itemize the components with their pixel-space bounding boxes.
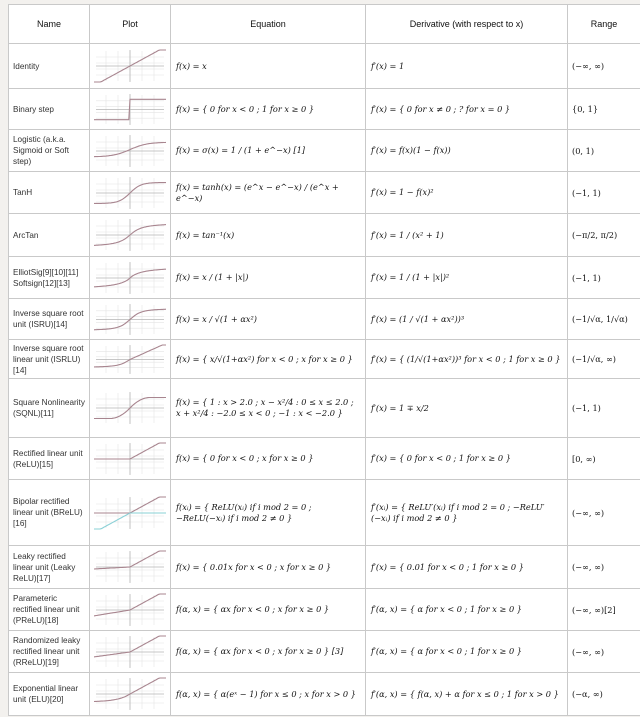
- function-plot: [90, 340, 171, 379]
- function-equation: f(x) = { 0.01x for x < 0 ; x for x ≥ 0 }: [171, 546, 366, 589]
- plot-isrlu-icon: [94, 343, 166, 376]
- function-equation: f(x) = σ(x) = 1 / (1 + e^−x) [1]: [171, 130, 366, 172]
- function-plot: [90, 89, 171, 130]
- function-plot: [90, 631, 171, 673]
- plot-sqnl-icon: [94, 390, 166, 426]
- function-derivative: f′(α, x) = { α for x < 0 ; 1 for x ≥ 0 }: [366, 589, 568, 631]
- table-row: [9, 438, 640, 480]
- function-range: (−∞, ∞)[2]: [568, 589, 640, 631]
- table-row: [9, 379, 640, 438]
- function-equation: f(x) = x / (1 + |x|): [171, 257, 366, 299]
- function-equation: f(x) = { 0 for x < 0 ; x for x ≥ 0 }: [171, 438, 366, 480]
- function-range: (−α, ∞): [568, 673, 640, 716]
- function-derivative: f′(x) = f(x)(1 − f(x)): [366, 130, 568, 172]
- function-range: [0, ∞): [568, 438, 640, 480]
- table-row: [9, 480, 640, 546]
- function-name: Logistic (a.k.a. Sigmoid or Soft step): [9, 130, 90, 172]
- function-derivative: f′(α, x) = { α for x < 0 ; 1 for x ≥ 0 }: [366, 631, 568, 673]
- table-row: [9, 631, 640, 673]
- function-plot: [90, 379, 171, 438]
- function-name: Exponential linear unit (ELU)[20]: [9, 673, 90, 716]
- plot-elu-icon: [94, 676, 166, 712]
- plot-leaky-icon: [94, 549, 166, 585]
- plot-softsign-icon: [94, 260, 166, 296]
- function-range: (−1/√α, ∞): [568, 340, 640, 379]
- function-equation: f(α, x) = { αx for x < 0 ; x for x ≥ 0 } [3]: [171, 631, 366, 673]
- function-name: Inverse square root unit (ISRU)[14]: [9, 299, 90, 340]
- function-derivative: f′(x) = 1 / (1 + |x|)²: [366, 257, 568, 299]
- plot-tanh-icon: [94, 175, 166, 211]
- function-plot: [90, 172, 171, 214]
- function-name: TanH: [9, 172, 90, 214]
- function-range: (−π/2, π/2): [568, 214, 640, 257]
- plot-isru-icon: [94, 302, 166, 337]
- function-name: Square Nonlinearity (SQNL)[11]: [9, 379, 90, 438]
- function-derivative: f′(x) = 1 − f(x)²: [366, 172, 568, 214]
- function-name: Bipolar rectified linear unit (BReLU)[16]: [9, 480, 90, 546]
- function-derivative: f′(x) = 1 ∓ x/2: [366, 379, 568, 438]
- table-row: [9, 44, 640, 89]
- function-derivative: f′(α, x) = { f(α, x) + α for x ≤ 0 ; 1 for x > 0 }: [366, 673, 568, 716]
- function-derivative: f′(xᵢ) = { ReLU′(xᵢ) if i mod 2 = 0 ; −ReLU′(−xᵢ) if i mod 2 ≠ 0 }: [366, 480, 568, 546]
- function-name: Leaky rectified linear unit (Leaky ReLU)[17]: [9, 546, 90, 589]
- function-name: ArcTan: [9, 214, 90, 257]
- function-equation: f(x) = tanh(x) = (e^x − e^−x) / (e^x + e^−x): [171, 172, 366, 214]
- plot-step-icon: [94, 92, 166, 127]
- function-equation: f(xᵢ) = { ReLU(xᵢ) if i mod 2 = 0 ; −ReLU(−xᵢ) if i mod 2 ≠ 0 }: [171, 480, 366, 546]
- function-plot: [90, 214, 171, 257]
- table-row: [9, 172, 640, 214]
- function-equation: f(x) = x: [171, 44, 366, 89]
- function-derivative: f′(x) = { 0 for x ≠ 0 ; ? for x = 0 }: [366, 89, 568, 130]
- header-plot: Plot: [90, 5, 171, 44]
- function-plot: [90, 257, 171, 299]
- header-name: Name: [9, 5, 90, 44]
- plot-relu-icon: [94, 441, 166, 477]
- function-range: {0, 1}: [568, 89, 640, 130]
- function-range: (−∞, ∞): [568, 546, 640, 589]
- function-range: (−∞, ∞): [568, 44, 640, 89]
- table-row: [9, 546, 640, 589]
- function-plot: [90, 44, 171, 89]
- plot-prelu-icon: [94, 592, 166, 628]
- plot-brelu-icon: [94, 495, 166, 531]
- function-equation: f(x) = { 0 for x < 0 ; 1 for x ≥ 0 }: [171, 89, 366, 130]
- function-name: ElliotSig[9][10][11] Softsign[12][13]: [9, 257, 90, 299]
- function-derivative: f′(x) = { 0.01 for x < 0 ; 1 for x ≥ 0 }: [366, 546, 568, 589]
- function-range: (−∞, ∞): [568, 480, 640, 546]
- function-plot: [90, 438, 171, 480]
- table-row: [9, 673, 640, 716]
- function-plot: [90, 480, 171, 546]
- function-equation: f(x) = { x/√(1+αx²) for x < 0 ; x for x ≥ 0 }: [171, 340, 366, 379]
- activation-functions-table: [8, 4, 640, 716]
- function-range: (−∞, ∞): [568, 631, 640, 673]
- function-derivative: f′(x) = 1 / (x² + 1): [366, 214, 568, 257]
- function-name: Parameteric rectified linear unit (PReLU)[18]: [9, 589, 90, 631]
- function-plot: [90, 589, 171, 631]
- function-derivative: f′(x) = (1 / √(1 + αx²))³: [366, 299, 568, 340]
- table-row: [9, 130, 640, 172]
- function-range: (−1, 1): [568, 172, 640, 214]
- table-row: [9, 589, 640, 631]
- function-range: (−1, 1): [568, 379, 640, 438]
- function-equation: f(α, x) = { αx for x < 0 ; x for x ≥ 0 }: [171, 589, 366, 631]
- function-plot: [90, 546, 171, 589]
- function-equation: f(x) = { 1 : x > 2.0 ; x − x²/4 : 0 ≤ x ≤ 2.0 ; x + x²/4 : −2.0 ≤ x < 0 ; −1 : x < −2.0 }: [171, 379, 366, 438]
- table-row: [9, 214, 640, 257]
- table-row: [9, 299, 640, 340]
- table-row: [9, 89, 640, 130]
- table-row: [9, 340, 640, 379]
- header-equation: Equation: [171, 5, 366, 44]
- function-range: (−1/√α, 1/√α): [568, 299, 640, 340]
- function-plot: [90, 299, 171, 340]
- function-derivative: f′(x) = 1: [366, 44, 568, 89]
- plot-logistic-icon: [94, 133, 166, 169]
- header-derivative: Derivative (with respect to x): [366, 5, 568, 44]
- function-plot: [90, 130, 171, 172]
- table-row: [9, 257, 640, 299]
- function-name: Randomized leaky rectified linear unit (RReLU)[19]: [9, 631, 90, 673]
- function-equation: f(x) = x / √(1 + αx²): [171, 299, 366, 340]
- function-name: Binary step: [9, 89, 90, 130]
- function-name: Rectified linear unit (ReLU)[15]: [9, 438, 90, 480]
- header-row: [9, 5, 640, 44]
- plot-identity-icon: [94, 48, 166, 84]
- function-equation: f(α, x) = { α(eˣ − 1) for x ≤ 0 ; x for x > 0 }: [171, 673, 366, 716]
- function-range: (−1, 1): [568, 257, 640, 299]
- plot-rrelu-icon: [94, 634, 166, 670]
- function-name: Inverse square root linear unit (ISRLU)[14]: [9, 340, 90, 379]
- function-plot: [90, 673, 171, 716]
- header-range: Range: [568, 5, 640, 44]
- function-name: Identity: [9, 44, 90, 89]
- function-range: (0, 1): [568, 130, 640, 172]
- plot-arctan-icon: [94, 217, 166, 253]
- function-derivative: f′(x) = { (1/√(1+αx²))³ for x < 0 ; 1 for x ≥ 0 }: [366, 340, 568, 379]
- function-derivative: f′(x) = { 0 for x < 0 ; 1 for x ≥ 0 }: [366, 438, 568, 480]
- function-equation: f(x) = tan⁻¹(x): [171, 214, 366, 257]
